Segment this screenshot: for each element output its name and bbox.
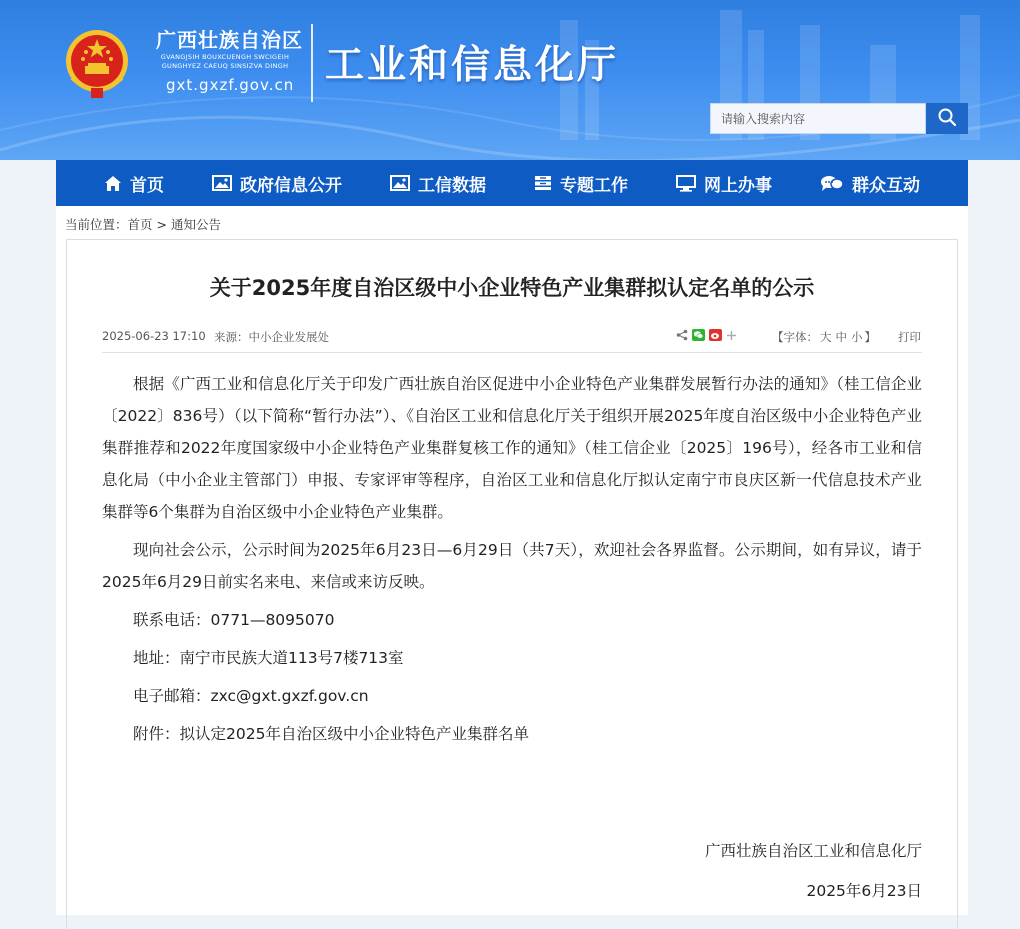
weibo-icon[interactable] [709, 329, 722, 341]
nav-item-label: 工信数据 [418, 175, 486, 196]
font-size-close-bracket: 】 [864, 330, 876, 344]
font-small-button[interactable]: 小 [851, 330, 863, 344]
nav-item-online-service[interactable] [676, 160, 772, 206]
header-divider [311, 24, 313, 102]
monitor-icon [676, 175, 696, 192]
main-content [56, 206, 968, 915]
signature-date: 2025年6月23日 [806, 882, 922, 900]
contact-address: 地址：南宁市民族大道113号7楼713室 [133, 649, 404, 667]
nav-item-interaction[interactable] [820, 160, 920, 206]
contact-phone: 联系电话：0771—8095070 [133, 611, 335, 629]
picture-icon [212, 175, 232, 191]
font-large-button[interactable]: 大 [820, 330, 832, 344]
article-meta [102, 329, 922, 349]
region-name: 广西壮族自治区 [156, 28, 303, 52]
nav-item-topics[interactable] [534, 160, 628, 206]
breadcrumb-home-link[interactable]: 首页 [127, 217, 153, 232]
print-button[interactable]: 打印 [898, 330, 921, 344]
font-size-label: 【字体： [772, 330, 818, 344]
meta-divider [102, 352, 922, 353]
breadcrumb-separator: > [152, 217, 171, 232]
region-name-zhuang: GVANGJSIH BOUXCUENGH SWCIGEIH GUNGHYEZ CAEUQ SINSIZVA DINGH [160, 53, 290, 70]
nav-item-label: 网上办事 [704, 175, 772, 196]
font-size-control [772, 329, 876, 345]
main-nav [56, 160, 968, 206]
article-source: 来源：中小企业发展处 [214, 330, 329, 344]
attachment-link[interactable]: 附件：拟认定2025年自治区级中小企业特色产业集群名单 [133, 725, 529, 743]
breadcrumb-current-link[interactable]: 通知公告 [170, 217, 221, 232]
share-icon[interactable] [676, 329, 688, 341]
nav-item-label: 首页 [130, 175, 164, 196]
chat-icon [820, 175, 844, 192]
site-header [0, 0, 1020, 160]
home-icon [104, 175, 122, 192]
national-emblem-icon [64, 28, 130, 100]
nav-item-label: 政府信息公开 [240, 175, 342, 196]
search-button[interactable] [926, 103, 968, 134]
article-body [102, 368, 922, 756]
site-domain: gxt.gxzf.gov.cn [166, 76, 295, 94]
article-title: 关于2025年度自治区级中小企业特色产业集群拟认定名单的公示 [209, 276, 815, 300]
share-bar [676, 329, 737, 341]
signature-org: 广西壮族自治区工业和信息化厅 [704, 842, 922, 860]
article-paragraph: 根据《广西工业和信息化厅关于印发广西壮族自治区促进中小企业特色产业集群发展暂行办法的通知》（桂工信企业〔2022〕836号）（以下简称“暂行办法”）、《自治区工业和信息化厅关于组织开展2025年度自治区级中小企业特色产业集群推荐和2022年度国家级中小企业特色产业集群复核工作的通知》（桂工信企业〔2025〕196号），经各市工业和信息化局（中小企业主管部门）申报、专家评审等程序，自治区工业和信息化厅拟认定南宁市良庆区新一代信息技术产业集群等6个集群为自治区级中小企业特色产业集群。 [102, 375, 922, 521]
publish-date: 2025-06-23 17:10 [102, 329, 206, 343]
nav-item-label: 群众互动 [852, 175, 920, 196]
department-title: 工业和信息化厅 [325, 42, 620, 88]
article-paragraph: 现向社会公示，公示时间为2025年6月23日—6月29日（共7天），欢迎社会各界监督。公示期间，如有异议，请于2025年6月29日前实名来电、来信或来访反映。 [102, 541, 922, 591]
nav-item-home[interactable] [104, 160, 164, 206]
breadcrumb-prefix: 当前位置： [65, 217, 128, 232]
contact-email: 电子邮箱：zxc@gxt.gxzf.gov.cn [133, 687, 369, 705]
search-icon [937, 107, 957, 127]
picture-icon [390, 175, 410, 191]
nav-item-gov-info[interactable] [212, 160, 342, 206]
plus-icon[interactable] [726, 330, 737, 341]
nav-item-data[interactable] [390, 160, 486, 206]
nav-item-label: 专题工作 [560, 175, 628, 196]
wechat-icon[interactable] [692, 329, 705, 341]
breadcrumb [65, 215, 221, 233]
stack-icon [534, 175, 552, 191]
font-medium-button[interactable]: 中 [835, 330, 847, 344]
search-input[interactable] [710, 103, 926, 134]
